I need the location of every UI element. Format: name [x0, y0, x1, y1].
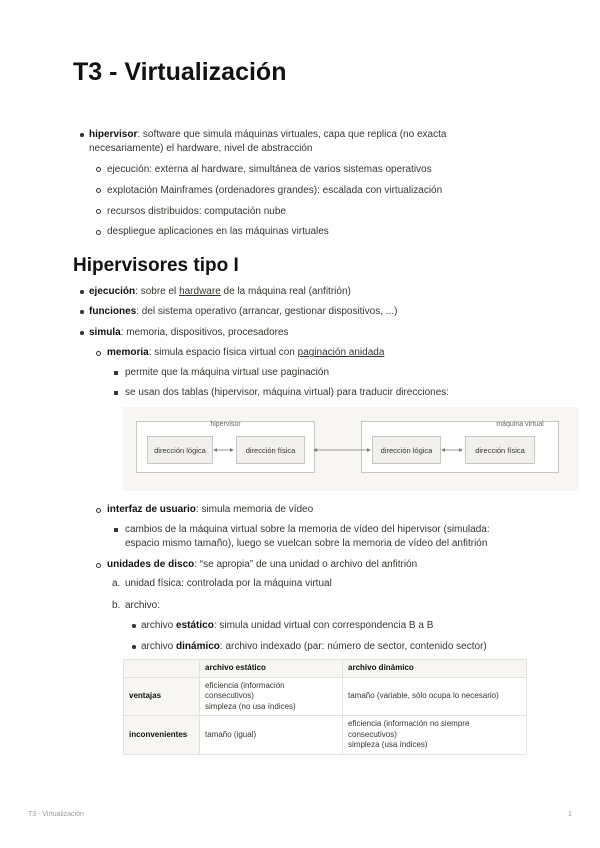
hipervisor-logical-address: dirección lógica	[147, 436, 213, 464]
bullet-disc	[80, 290, 84, 294]
interfaz-sub-item-cont: espacio mismo tamaño), luego se vuelcan sobre la memoria de vídeo del anfitrión	[125, 538, 488, 549]
table-header-row	[124, 660, 527, 678]
table-header-cell: archivo dinámico	[343, 660, 527, 678]
funciones-item: funciones: del sistema operativo (arrancar, gestionar dispositivos, ...)	[89, 306, 398, 317]
bullet-circle	[96, 508, 101, 513]
memoria-sub-item: se usan dos tablas (hipervisor, máquina virtual) para traducir direcciones:	[125, 387, 450, 398]
archivo-estatico-item: archivo estático: simula unidad virtual con correspondencia B a B	[141, 620, 434, 631]
list-marker: b.	[112, 600, 121, 611]
bullet-circle	[96, 209, 101, 214]
vm-physical-address: dirección física	[465, 436, 535, 464]
diagram-arrows	[123, 407, 579, 491]
paginacion-anidada-link[interactable]: paginación anidada	[297, 347, 385, 358]
memoria-sub-item: permite que la máquina virtual use paginación	[125, 367, 330, 378]
table-header-cell	[124, 660, 200, 678]
table-cell: eficiencia (información consecutivos) simpleza (no usa índices)	[200, 677, 343, 716]
address-translation-diagram	[123, 407, 579, 491]
bullet-circle	[96, 167, 101, 172]
interfaz-item: interfaz de usuario: simula memoria de vídeo	[107, 504, 314, 515]
row-label: ventajas	[124, 677, 200, 716]
bullet-disc	[132, 624, 136, 628]
interfaz-sub-item: cambios de la máquina virtual sobre la memoria de vídeo del hipervisor (simulada:	[125, 524, 490, 535]
hipervisor-definition-cont: necesariamente) el hardware, nivel de abstracción	[89, 143, 313, 154]
intro-sub-item: despliegue aplicaciones en las máquinas virtuales	[107, 226, 329, 237]
bullet-circle	[96, 230, 101, 235]
table-header-cell: archivo estático	[200, 660, 343, 678]
footer-page-number: 1	[568, 811, 572, 818]
maquina-virtual-label: máquina virtual	[496, 421, 544, 428]
hipervisor-definition: hipervisor: software que simula máquinas virtuales, capa que replica (no exacta	[89, 129, 447, 140]
comparison-table	[123, 659, 527, 755]
disco-sub-item: unidad física: controlada por la máquina virtual	[125, 578, 332, 589]
hipervisor-label: hipervisor	[210, 421, 241, 428]
bullet-circle	[96, 563, 101, 568]
table-row	[124, 716, 527, 755]
bullet-disc	[132, 645, 136, 649]
simula-item: simula: memoria, dispositivos, procesadores	[89, 327, 289, 338]
section-heading: Hipervisores tipo I	[73, 255, 239, 276]
hipervisor-physical-address: dirección física	[236, 436, 305, 464]
hardware-link[interactable]: hardware	[179, 286, 221, 297]
bullet-disc	[80, 310, 84, 314]
bullet-circle	[96, 188, 101, 193]
table-cell: eficiencia (información no siempre consecutivos) simpleza (usa índices)	[343, 716, 527, 755]
table-cell: tamaño (igual)	[200, 716, 343, 755]
table-row	[124, 677, 527, 716]
bullet-square	[114, 528, 118, 532]
intro-sub-item: recursos distribuidos: computación nube	[107, 206, 286, 217]
vm-logical-address: dirección lógica	[372, 436, 441, 464]
table-cell: tamaño (variable, sólo ocupa lo necesario)	[343, 677, 527, 716]
bullet-disc	[80, 331, 84, 335]
intro-sub-item: ejecución: externa al hardware, simultánea de varios sistemas operativos	[107, 164, 432, 175]
bullet-circle	[96, 351, 101, 356]
intro-sub-item: explotación Mainframes (ordenadores grandes): escalada con virtualización	[107, 185, 443, 196]
page-title: T3 - Virtualización	[73, 58, 287, 86]
bullet-square	[114, 371, 118, 375]
bullet-square	[114, 391, 118, 395]
ejecucion-item: ejecución: sobre el hardware de la máquina real (anfitrión)	[89, 286, 351, 297]
archivo-dinamico-item: archivo dinámico: archivo indexado (par: número de sector, contenido sector)	[141, 641, 487, 652]
footer-title: T3 - Virtualización	[28, 811, 84, 818]
disco-item: unidades de disco: “se apropia” de una unidad o archivo del anfitrión	[107, 559, 418, 570]
disco-sub-item: archivo:	[125, 600, 161, 611]
row-label: inconvenientes	[124, 716, 200, 755]
list-marker: a.	[112, 578, 121, 589]
bullet-disc	[80, 133, 84, 137]
memoria-item: memoria: simula espacio física virtual con paginación anidada	[107, 347, 385, 358]
